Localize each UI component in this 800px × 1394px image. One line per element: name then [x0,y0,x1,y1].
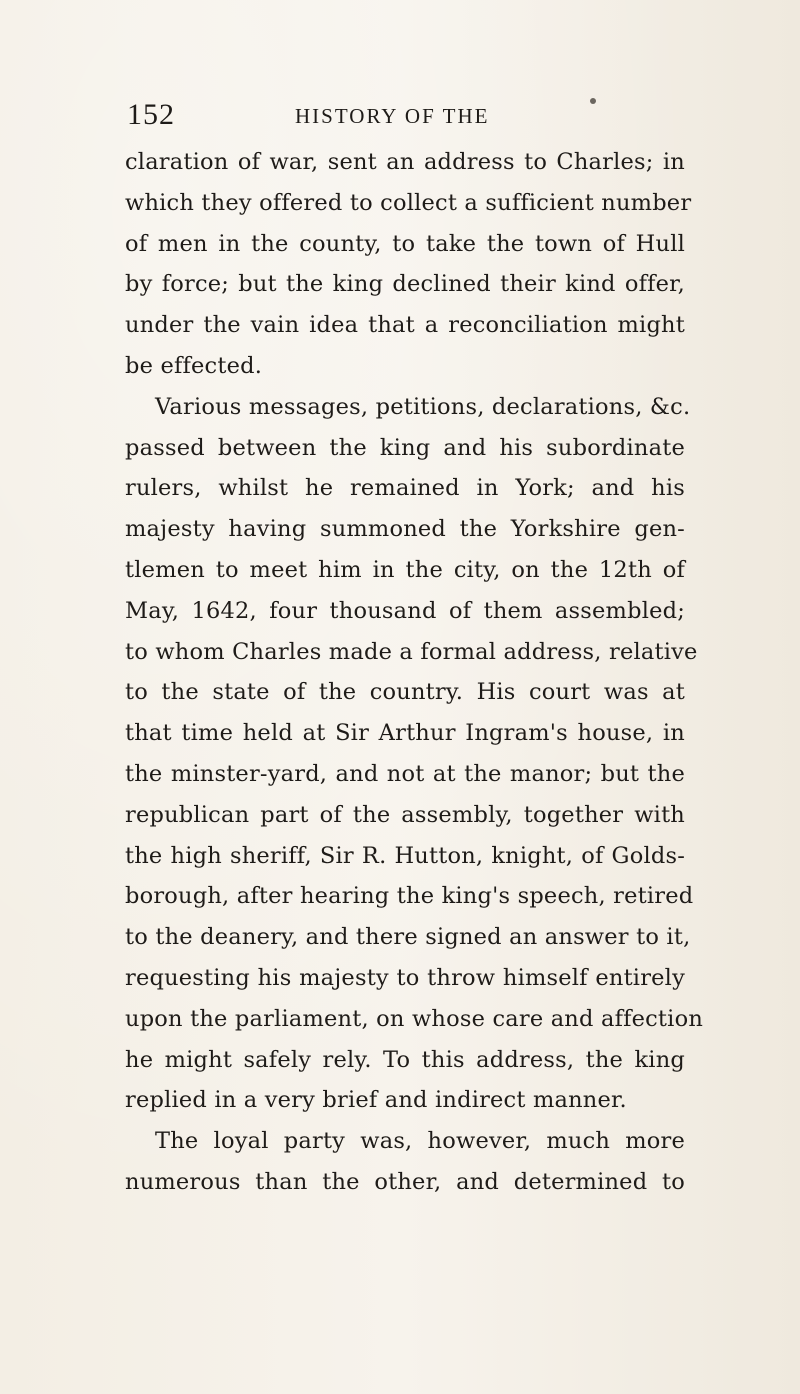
text-line: be effected. [125,352,263,379]
text-line: republican part of the assembly, together with [125,801,685,828]
text-line: to the state of the country. His court was at [125,679,685,706]
page-number: 152 [127,98,175,131]
paragraph-start-line: The loyal party was, however, much more [155,1128,685,1155]
text-line: majesty having summoned the Yorkshire gen- [125,516,685,543]
text-line: tlemen to meet him in the city, on the 12th of [125,556,685,583]
text-line: that time held at Sir Arthur Ingram's house, in [125,720,685,747]
text-line: numerous than the other, and determined to [125,1168,685,1195]
ink-speck [590,98,596,104]
text-line: under the vain idea that a reconciliation might [125,312,685,339]
paragraph-start-line: Various messages, petitions, declarations, &c. [155,393,691,420]
text-line: of men in the county, to take the town of Hull [125,230,685,257]
text-line: to whom Charles made a formal address, relative [125,638,698,665]
text-line: by force; but the king declined their kind offer, [125,271,685,298]
text-line: borough, after hearing the king's speech, retired [125,883,694,910]
text-line: claration of war, sent an address to Charles; in [125,149,685,175]
text-line: passed between the king and his subordinate [125,434,685,461]
text-line: requesting his majesty to throw himself entirely [125,964,685,991]
page-header [127,98,682,138]
text-line: rulers, whilst he remained in York; and his [125,475,685,502]
text-line: to the deanery, and there signed an answer to it, [125,924,691,951]
text-line: May, 1642, four thousand of them assembled; [125,597,685,624]
text-line: which they offered to collect a sufficient number [125,189,692,216]
running-head: HISTORY OF THE [295,104,490,128]
text-line: replied in a very brief and indirect manner. [125,1087,627,1114]
text-line: he might safely rely. To this address, the king [125,1046,685,1073]
text-line: the high sheriff, Sir R. Hutton, knight, of Golds- [125,842,685,869]
text-line: the minster-yard, and not at the manor; but the [125,760,685,787]
text-line: upon the parliament, on whose care and affection [125,1005,704,1032]
body-text [125,142,704,1203]
